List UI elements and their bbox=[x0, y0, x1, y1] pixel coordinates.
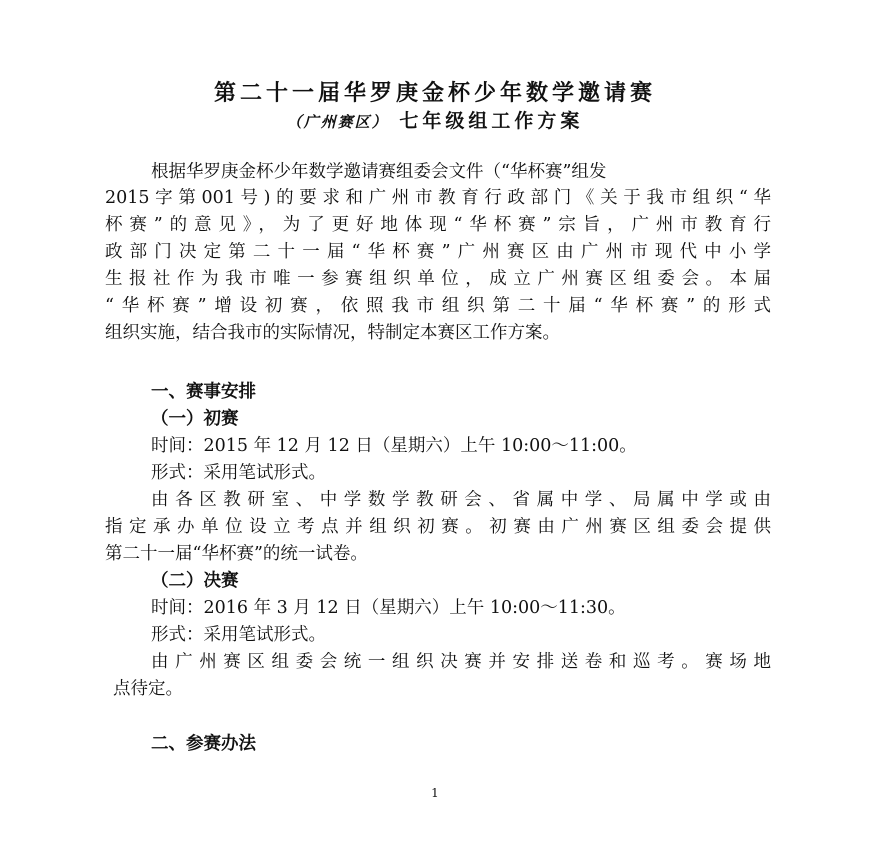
document-subtitle bbox=[0, 106, 870, 133]
intro-line: “华杯赛”增设初赛，依照我市组织第二十届“华杯赛”的形式 bbox=[105, 296, 771, 316]
body-line: 第二十一届“华杯赛”的统一试卷。 bbox=[105, 544, 368, 564]
body-line: 由各区教研室、中学数学教研会、省属中学、局属中学或由 bbox=[151, 490, 771, 510]
intro-line: 政部门决定第二十一届“华杯赛”广州赛区由广州市现代中小学 bbox=[105, 242, 771, 262]
form-line: 形式：采用笔试形式。 bbox=[151, 463, 326, 483]
intro-line: 组织实施，结合我市的实际情况，特制定本赛区工作方案。 bbox=[105, 323, 560, 343]
subtitle-main: 七年级组工作方案 bbox=[399, 110, 584, 132]
time-line: 时间：2016 年 3 月 12 日（星期六）上午 10:00～11:30。 bbox=[151, 598, 626, 618]
page-number: 1 bbox=[431, 786, 439, 800]
intro-line: 杯赛”的意见》，为了更好地体现“华杯赛”宗旨，广州市教育行 bbox=[105, 215, 771, 235]
intro-line: 2015字第001号)的要求和广州市教育行政部门《关于我市组织“华 bbox=[105, 188, 771, 208]
body-line: 点待定。 bbox=[113, 679, 183, 699]
body-line: 指定承办单位设立考点并组织初赛。初赛由广州赛区组委会提供 bbox=[105, 517, 771, 537]
subsection-heading: （一）初赛 bbox=[151, 409, 239, 429]
time-line: 时间：2015 年 12 月 12 日（星期六）上午 10:00～11:00。 bbox=[151, 436, 637, 456]
intro-line: 根据华罗庚金杯少年数学邀请赛组委会文件（“华杯赛”组发 bbox=[151, 162, 607, 182]
document-title: 第二十一届华罗庚金杯少年数学邀请赛 bbox=[213, 81, 656, 106]
subtitle-region: （广州赛区） bbox=[286, 113, 389, 131]
intro-line: 生报社作为我市唯一参赛组织单位，成立广州赛区组委会。本届 bbox=[105, 269, 771, 289]
section-heading: 二、参赛办法 bbox=[151, 734, 256, 754]
form-line: 形式：采用笔试形式。 bbox=[151, 625, 326, 645]
section-heading: 一、赛事安排 bbox=[151, 382, 256, 402]
body-line: 由广州赛区组委会统一组织决赛并安排送卷和巡考。赛场地 bbox=[151, 652, 771, 672]
subsection-heading: （二）决赛 bbox=[151, 571, 239, 591]
